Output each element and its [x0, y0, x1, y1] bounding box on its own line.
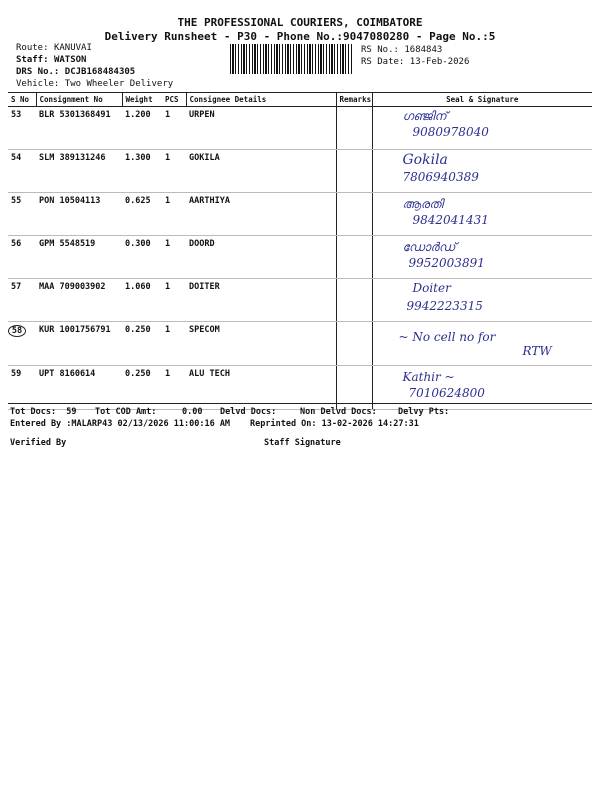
- delvy-pts: Delvy Pts:: [398, 407, 450, 417]
- handwritten-note: ~ No cell no for: [398, 330, 496, 344]
- consignee-cell: SPECOM: [186, 322, 336, 366]
- remarks-cell: [336, 236, 372, 279]
- rs-date-label: RS Date:: [361, 57, 405, 67]
- col-header-consignee: Consignee Details: [186, 93, 336, 107]
- table-row: [8, 279, 592, 322]
- pcs-cell: 1: [162, 279, 186, 322]
- tot-cod-amount: Tot COD Amt: 0.00: [95, 407, 203, 417]
- col-header-sno: S No: [8, 93, 36, 107]
- weight-cell: 0.625: [122, 193, 162, 236]
- weight-cell: 1.300: [122, 150, 162, 193]
- pcs-cell: 1: [162, 150, 186, 193]
- handwritten-phone: 9080978040: [412, 125, 489, 139]
- handwritten-phone: 9842041431: [412, 213, 489, 227]
- table-row: [8, 322, 592, 366]
- consignment-cell: KUR 1001756791: [36, 322, 122, 366]
- signature-cell: [372, 193, 592, 236]
- table-row: [8, 236, 592, 279]
- consignee-cell: GOKILA: [186, 150, 336, 193]
- staff-value: WATSON: [53, 55, 87, 65]
- consignment-cell: GPM 5548519: [36, 236, 122, 279]
- entered-by: Entered By :MALARP43 02/13/2026 11:00:16 AM: [10, 419, 231, 429]
- signature-cell: [372, 150, 592, 193]
- consignee-cell: AARTHIYA: [186, 193, 336, 236]
- col-header-pcs: PCS: [162, 93, 186, 107]
- weight-cell: 1.200: [122, 107, 162, 150]
- handwritten-phone: 7010624800: [408, 386, 485, 400]
- signature-cell: [372, 279, 592, 322]
- consignment-cell: MAA 709003902: [36, 279, 122, 322]
- handwritten-signature: Kathir ~: [402, 370, 455, 384]
- vehicle-value: Two Wheeler Delivery: [64, 79, 174, 89]
- col-header-consignment: Consignment No: [36, 93, 122, 107]
- vehicle-line: [16, 79, 173, 89]
- rs-no-label: RS No.:: [361, 45, 399, 55]
- sno-cell: 59: [8, 366, 36, 410]
- rs-date-value: 13-Feb-2026: [409, 57, 470, 67]
- staff-label: Staff:: [16, 55, 49, 65]
- col-header-signature: Seal & Signature: [372, 93, 592, 107]
- handwritten-phone: 7806940389: [402, 170, 479, 184]
- pcs-cell: 1: [162, 107, 186, 150]
- table-row: [8, 193, 592, 236]
- drs-line: [16, 67, 135, 77]
- staff-line: [16, 55, 86, 65]
- remarks-cell: [336, 150, 372, 193]
- pcs-cell: 1: [162, 366, 186, 410]
- remarks-cell: [336, 279, 372, 322]
- route-label: Route:: [16, 43, 49, 53]
- weight-cell: 1.060: [122, 279, 162, 322]
- handwritten-phone: 9952003891: [408, 256, 485, 270]
- vehicle-label: Vehicle:: [16, 79, 60, 89]
- verified-by: Verified By: [10, 438, 67, 448]
- route-line: [16, 43, 92, 53]
- signature-cell: [372, 107, 592, 150]
- col-header-remarks: Remarks: [336, 93, 372, 107]
- pcs-cell: 1: [162, 322, 186, 366]
- runsheet-title: Delivery Runsheet - P30 - Phone No.:9047080280 - Page No.:5: [104, 30, 496, 43]
- consignee-cell: DOORD: [186, 236, 336, 279]
- rs-no-line: [361, 45, 442, 55]
- weight-cell: 0.250: [122, 322, 162, 366]
- pcs-cell: 1: [162, 193, 186, 236]
- handwritten-signature: ഗഞ്ജിന്: [402, 109, 447, 123]
- sno-cell: 56: [8, 236, 36, 279]
- handwritten-rtw: RTW: [522, 344, 552, 358]
- handwritten-signature: Gokila: [402, 152, 448, 168]
- consignment-cell: UPT 8160614: [36, 366, 122, 410]
- route-value: KANUVAI: [53, 43, 92, 53]
- remarks-cell: [336, 107, 372, 150]
- circled-sno: 58: [8, 325, 26, 337]
- sno-cell: 53: [8, 107, 36, 150]
- sno-cell: [8, 322, 36, 366]
- rs-date-line: [361, 57, 469, 67]
- signature-cell: [372, 236, 592, 279]
- remarks-cell: [336, 193, 372, 236]
- sno-cell: 54: [8, 150, 36, 193]
- drs-label: DRS No.:: [16, 67, 60, 77]
- handwritten-signature: Doiter: [412, 281, 451, 295]
- table-row: [8, 107, 592, 150]
- handwritten-signature: ഡോർഡ്: [402, 240, 456, 254]
- handwritten-phone: 9942223315: [406, 299, 483, 313]
- consignee-cell: ALU TECH: [186, 366, 336, 410]
- reprinted-on: Reprinted On: 13-02-2026 14:27:31: [250, 419, 419, 429]
- tot-docs: Tot Docs: 59: [10, 407, 77, 417]
- consignee-cell: URPEN: [186, 107, 336, 150]
- consignment-cell: BLR 5301368491: [36, 107, 122, 150]
- col-header-weight: Weight: [122, 93, 162, 107]
- table-header-row: [8, 93, 592, 107]
- weight-cell: 0.300: [122, 236, 162, 279]
- consignee-cell: DOITER: [186, 279, 336, 322]
- non-delvd-docs: Non Delvd Docs:: [300, 407, 377, 417]
- table-row: [8, 150, 592, 193]
- footer-divider: [8, 403, 592, 404]
- sno-cell: 57: [8, 279, 36, 322]
- weight-cell: 0.250: [122, 366, 162, 410]
- handwritten-signature: ആരതി: [402, 197, 443, 211]
- remarks-cell: [336, 322, 372, 366]
- rs-no-value: 1684843: [404, 45, 443, 55]
- company-name: THE PROFESSIONAL COURIERS, COIMBATORE: [177, 16, 423, 29]
- pcs-cell: 1: [162, 236, 186, 279]
- consignment-cell: SLM 389131246: [36, 150, 122, 193]
- drs-value: DCJB168484305: [64, 67, 136, 77]
- signature-cell: [372, 322, 592, 366]
- sno-cell: 55: [8, 193, 36, 236]
- barcode: [230, 44, 352, 74]
- delvd-docs: Delvd Docs:: [220, 407, 277, 417]
- consignment-cell: PON 10504113: [36, 193, 122, 236]
- runsheet-table: [8, 92, 592, 410]
- staff-signature: Staff Signature: [264, 438, 341, 448]
